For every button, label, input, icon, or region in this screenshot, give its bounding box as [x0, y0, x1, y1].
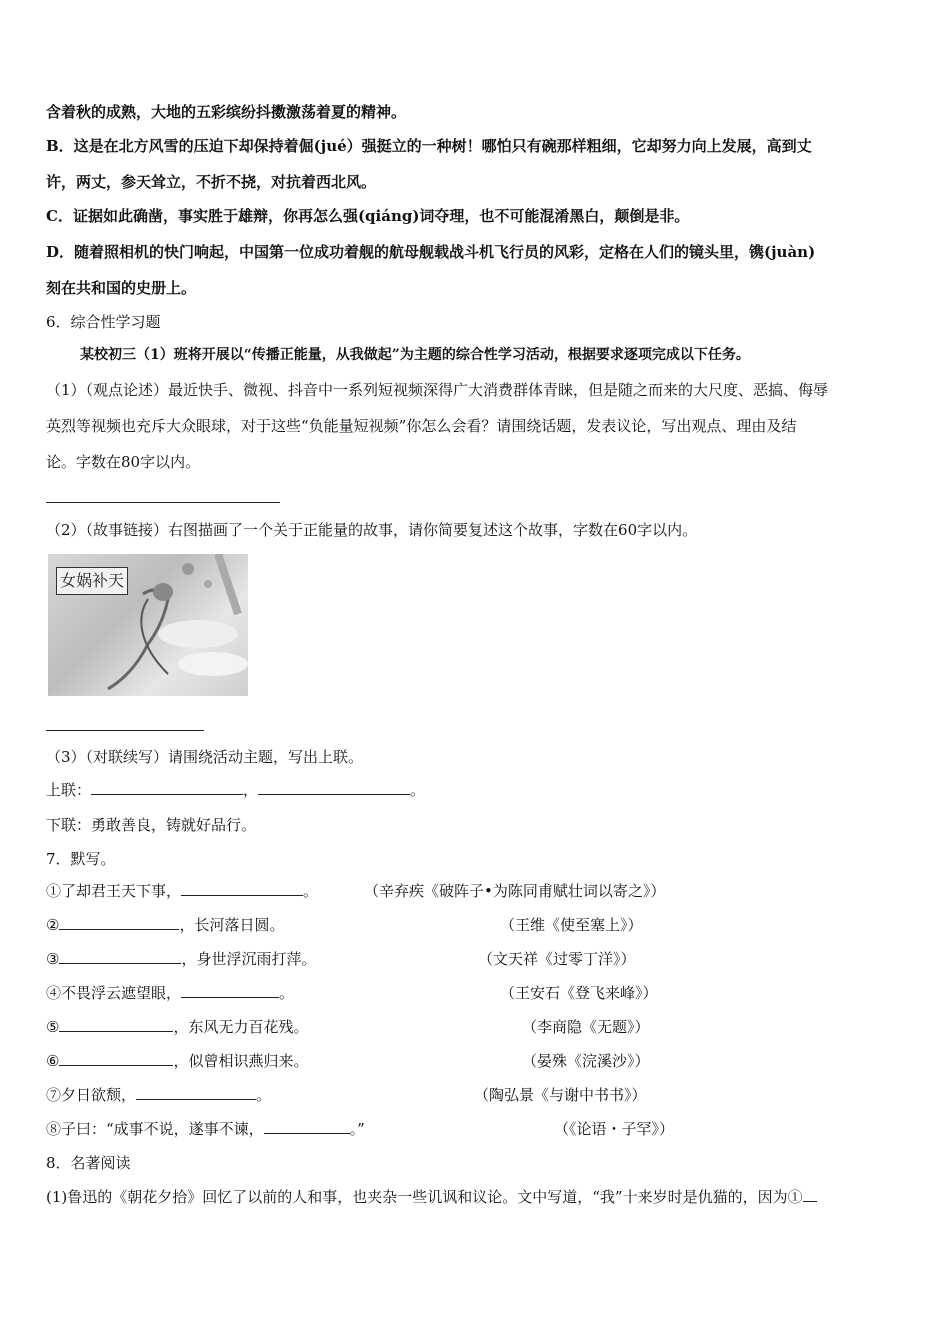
dictation-prefix: ④不畏浮云遮望眼， [46, 984, 182, 1002]
upper-couplet-end: 。 [410, 781, 426, 799]
answer-line-1[interactable] [46, 502, 280, 503]
dictation-blank-5[interactable] [59, 1017, 173, 1032]
dictation-item-6 [46, 1051, 308, 1071]
dictation-suffix: 。 [256, 1086, 272, 1104]
dictation-suffix: 。 [303, 882, 319, 900]
question-6-part1-line3: 论。字数在80字以内。 [46, 453, 201, 471]
dictation-source-7: （陶弘景《与谢中书书》） [474, 1086, 647, 1104]
question-8-part1 [46, 1187, 817, 1207]
dictation-source-2: （王维《使至塞上》） [500, 916, 643, 934]
dictation-suffix: ，东风无力百花残。 [173, 1018, 309, 1036]
dictation-suffix: ，似曾相识燕归来。 [173, 1052, 309, 1070]
dictation-item-5 [46, 1017, 308, 1037]
dictation-prefix: ①了却君王天下事， [46, 882, 182, 900]
dictation-prefix: ⑦夕日欲颓， [46, 1086, 137, 1104]
dictation-blank-2[interactable] [59, 915, 179, 930]
option-d-line-1: D．随着照相机的快门响起，中国第一位成功着舰的航母舰载战斗机飞行员的风彩，定格在人们的镜头里，镌(juàn) [46, 243, 816, 261]
image-caption: 女娲补天 [56, 567, 128, 595]
dictation-suffix: 。” [349, 1120, 365, 1138]
nuwa-illustration [48, 554, 248, 696]
dictation-blank-1[interactable] [181, 881, 303, 896]
dictation-source-4: （王安石《登飞来峰》） [500, 984, 658, 1002]
dictation-item-4 [46, 983, 294, 1003]
option-b-line-2: 许，两丈，参天耸立，不折不挠，对抗着西北风。 [46, 173, 377, 191]
dictation-blank-6[interactable] [59, 1051, 173, 1066]
upper-couplet-line [46, 780, 425, 800]
question-6-part1-line2: 英烈等视频也充斥大众眼球，对于这些“负能量短视频”你怎么会看？请围绕话题，发表议论，写出观点、理由及结 [46, 417, 797, 435]
dictation-source-1: （辛弃疾《破阵子•为陈同甫赋壮词以寄之》） [364, 882, 666, 900]
question-8-part1-text: (1)鲁迅的《朝花夕拾》回忆了以前的人和事，也夹杂一些讥讽和议论。文中写道，“我”十来岁时是仇猫的，因为① [46, 1188, 803, 1206]
option-c-line: C．证据如此确凿，事实胜于雄辩，你再怎么强(qiáng)词夺理，也不可能混淆黑白，颠倒是非。 [46, 207, 690, 225]
lower-couplet-line: 下联：勇敢善良，铸就好品行。 [46, 816, 257, 834]
dictation-prefix: ③ [46, 950, 60, 968]
upper-couplet-blank-2[interactable] [258, 780, 410, 795]
dictation-prefix: ② [46, 916, 60, 934]
dictation-suffix: 。 [279, 984, 295, 1002]
question-8-blank-1[interactable] [803, 1187, 817, 1202]
question-6-title: 6．综合性学习题 [46, 313, 161, 331]
dictation-blank-8[interactable] [264, 1119, 350, 1134]
dictation-source-6: （晏殊《浣溪沙》） [522, 1052, 650, 1070]
dictation-item-1 [46, 881, 318, 901]
question-6-part2: （2）（故事链接）右图描画了一个关于正能量的故事，请你简要复述这个故事，字数在60字以内。 [46, 521, 698, 539]
upper-couplet-separator: ， [243, 781, 259, 799]
dictation-prefix: ⑥ [46, 1052, 60, 1070]
dictation-suffix: ，身世浮沉雨打萍。 [181, 950, 317, 968]
option-d-line-2: 刻在共和国的史册上。 [46, 279, 197, 297]
dictation-prefix: ⑤ [46, 1018, 60, 1036]
dictation-blank-7[interactable] [136, 1085, 256, 1100]
answer-line-2[interactable] [46, 730, 204, 731]
dictation-blank-3[interactable] [59, 949, 181, 964]
dictation-item-2 [46, 915, 284, 935]
question-6-part3: （3）（对联续写）请围绕活动主题，写出上联。 [46, 748, 364, 766]
question-6-part1-line1: （1）（观点论述）最近快手、微视、抖音中一系列短视频深得广大消费群体青睐，但是随之而来的大尺度、恶搞、侮辱 [46, 381, 829, 399]
question-6-intro: 某校初三（1）班将开展以“传播正能量，从我做起”为主题的综合性学习活动，根据要求逐项完成以下任务。 [80, 347, 750, 363]
dictation-item-7 [46, 1085, 271, 1105]
dictation-source-5: （李商隐《无题》） [522, 1018, 650, 1036]
nuwa-figure-drawing [48, 554, 248, 696]
dictation-source-8: （《论语・子罕》） [554, 1120, 675, 1138]
dictation-source-3: （文天祥《过零丁洋》） [478, 950, 636, 968]
dictation-item-8 [46, 1119, 365, 1139]
upper-couplet-label: 上联： [46, 781, 92, 799]
question-7-title: 7．默写。 [46, 850, 116, 868]
text-line: 含着秋的成熟，大地的五彩缤纷抖擞激荡着夏的精神。 [46, 103, 407, 121]
dictation-item-3 [46, 949, 316, 969]
option-b-line-1: B．这是在北方风雪的压迫下却保持着倔(jué）强挺立的一种树！哪怕只有碗那样粗细，它却努力向上发展，高到丈 [46, 137, 812, 155]
dictation-prefix: ⑧子曰：“成事不说，遂事不谏， [46, 1120, 264, 1138]
question-8-title: 8．名著阅读 [46, 1154, 131, 1172]
dictation-suffix: ，长河落日圆。 [179, 916, 285, 934]
upper-couplet-blank-1[interactable] [91, 780, 243, 795]
dictation-blank-4[interactable] [181, 983, 279, 998]
